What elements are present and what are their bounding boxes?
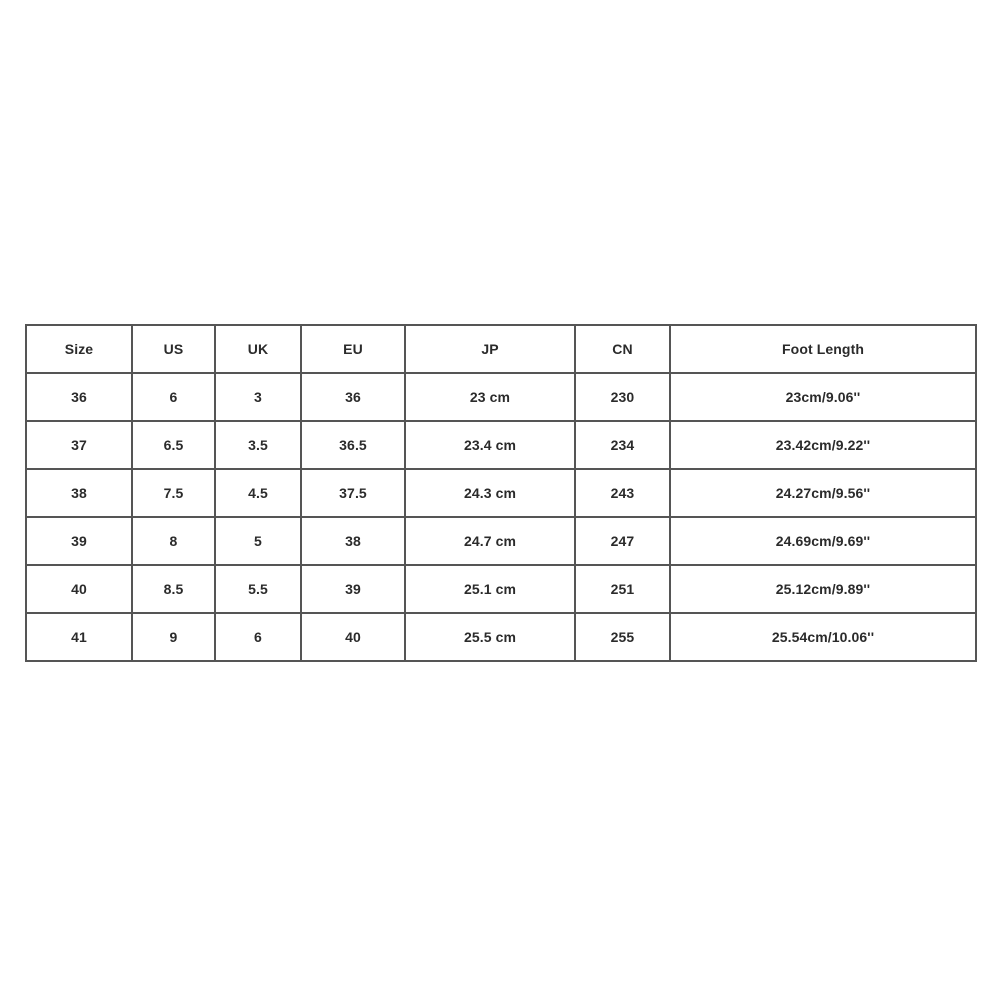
header-us: US: [132, 325, 215, 373]
cell-uk: 5.5: [215, 565, 301, 613]
header-cn: CN: [575, 325, 670, 373]
cell-size: 37: [26, 421, 132, 469]
header-eu: EU: [301, 325, 405, 373]
cell-uk: 3: [215, 373, 301, 421]
cell-us: 9: [132, 613, 215, 661]
cell-eu: 40: [301, 613, 405, 661]
cell-uk: 6: [215, 613, 301, 661]
cell-cn: 234: [575, 421, 670, 469]
cell-foot-length: 25.12cm/9.89'': [670, 565, 976, 613]
cell-eu: 37.5: [301, 469, 405, 517]
cell-eu: 38: [301, 517, 405, 565]
cell-cn: 255: [575, 613, 670, 661]
cell-uk: 4.5: [215, 469, 301, 517]
header-uk: UK: [215, 325, 301, 373]
cell-eu: 39: [301, 565, 405, 613]
cell-jp: 23 cm: [405, 373, 575, 421]
cell-eu: 36: [301, 373, 405, 421]
table-row: [26, 517, 976, 565]
cell-jp: 24.3 cm: [405, 469, 575, 517]
cell-foot-length: 25.54cm/10.06'': [670, 613, 976, 661]
table-row: [26, 421, 976, 469]
table-row: [26, 469, 976, 517]
cell-cn: 230: [575, 373, 670, 421]
cell-foot-length: 24.69cm/9.69'': [670, 517, 976, 565]
header-row: [26, 325, 976, 373]
cell-uk: 3.5: [215, 421, 301, 469]
cell-foot-length: 24.27cm/9.56'': [670, 469, 976, 517]
cell-size: 38: [26, 469, 132, 517]
cell-cn: 247: [575, 517, 670, 565]
cell-jp: 24.7 cm: [405, 517, 575, 565]
cell-uk: 5: [215, 517, 301, 565]
cell-jp: 25.5 cm: [405, 613, 575, 661]
cell-us: 6.5: [132, 421, 215, 469]
table-row: [26, 373, 976, 421]
header-foot-length: Foot Length: [670, 325, 976, 373]
cell-eu: 36.5: [301, 421, 405, 469]
cell-size: 40: [26, 565, 132, 613]
cell-foot-length: 23cm/9.06'': [670, 373, 976, 421]
table-row: [26, 613, 976, 661]
cell-us: 8.5: [132, 565, 215, 613]
cell-size: 39: [26, 517, 132, 565]
cell-us: 7.5: [132, 469, 215, 517]
cell-jp: 25.1 cm: [405, 565, 575, 613]
cell-size: 41: [26, 613, 132, 661]
table-row: [26, 565, 976, 613]
cell-jp: 23.4 cm: [405, 421, 575, 469]
header-size: Size: [26, 325, 132, 373]
cell-us: 8: [132, 517, 215, 565]
cell-cn: 251: [575, 565, 670, 613]
cell-size: 36: [26, 373, 132, 421]
cell-cn: 243: [575, 469, 670, 517]
header-jp: JP: [405, 325, 575, 373]
cell-foot-length: 23.42cm/9.22'': [670, 421, 976, 469]
cell-us: 6: [132, 373, 215, 421]
size-chart-table: [25, 324, 977, 662]
